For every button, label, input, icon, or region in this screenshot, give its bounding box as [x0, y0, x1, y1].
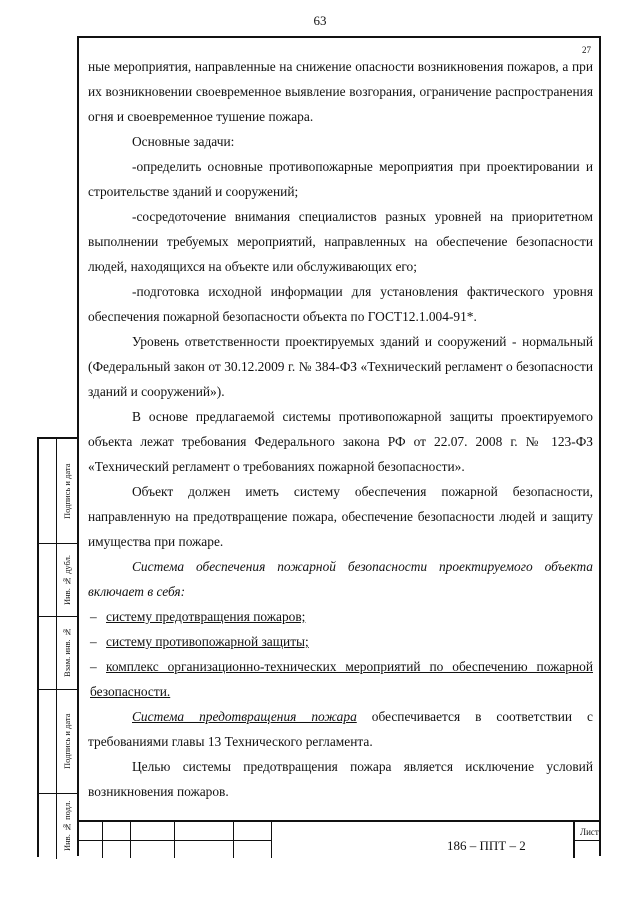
margin-label-replacement-inventory: Взам. инв. №	[62, 627, 72, 678]
paragraph-goal: Целью системы предотвращения пожара является исключение условий возникновения пожаров.	[88, 759, 593, 799]
list-item	[88, 629, 593, 654]
paragraph-task-3: -подготовка исходной информации для установления фактического уровня обеспечения пожарной безопасности объекта по ГОСТ12.1.004-91*.	[88, 284, 593, 324]
list-item	[88, 654, 593, 704]
list-dash: –	[90, 634, 97, 649]
prevention-term: Система предотвращения пожара	[132, 709, 357, 724]
stamp-document-code: 186 – ППТ – 2	[447, 838, 526, 853]
margin-label-signature-date-2: Подпись и дата	[62, 713, 72, 769]
paragraph-object-system: Объект должен иметь систему обеспечения пожарной безопасности, направленную на предотвращение пожара, обеспечение безопасности людей и защиту имущества при пожаре.	[88, 484, 593, 549]
paragraph-prevention	[88, 704, 593, 754]
margin-table	[37, 437, 77, 857]
margin-label-signature-date: Подпись и дата	[62, 463, 72, 519]
margin-label-original-inventory: Инв. № подл.	[62, 800, 72, 852]
stamp-column-line	[271, 822, 272, 858]
margin-label-dup-inventory: Инв. № дубл.	[62, 554, 72, 605]
paragraph-task-1: -определить основные противопожарные мероприятия при проектировании и строительстве зданий и сооружений;	[88, 159, 593, 199]
list-item-text: систему предотвращения пожаров;	[106, 609, 306, 624]
list-item	[88, 604, 593, 629]
list-item-text: систему противопожарной защиты;	[106, 634, 309, 649]
document-body	[88, 54, 593, 804]
paragraph-tasks-heading: Основные задачи:	[132, 134, 235, 149]
document-frame	[77, 36, 601, 856]
paragraph-basis: В основе предлагаемой системы противопожарной защиты проектируемого объекта лежат требования Федерального закона РФ от 22.07. 2008 г. № 123-ФЗ «Технический регламент о требованиях пожарной безопасности».	[88, 409, 593, 474]
stamp-sheet-label: Лист	[580, 827, 599, 837]
sheet-inner-number: 27	[582, 45, 591, 55]
title-block-stamp	[77, 820, 601, 856]
page-number: 63	[313, 13, 327, 28]
list-dash: –	[90, 609, 97, 624]
paragraph-1: ные мероприятия, направленные на снижение опасности возникновения пожаров, а при их возникновении своевременное выявление возгорания, ограничение распространения огня и своевременное тушение пожара.	[88, 59, 593, 124]
margin-column-divider	[56, 439, 57, 859]
stamp-row-line	[77, 840, 271, 841]
list-dash: –	[90, 659, 97, 674]
paragraph-task-2: -сосредоточение внимания специалистов разных уровней на приоритетном выполнении требуемых мероприятий, направленных на обеспечение безопасности людей, находящихся на объекте или обслуживающих его;	[88, 209, 593, 274]
list-item-text: комплекс организационно-технических мероприятий по обеспечению пожарной безопасности.	[90, 659, 593, 699]
paragraph-system-includes: Система обеспечения пожарной безопасности проектируемого объекта включает в себя:	[88, 559, 593, 599]
prevention-text: обеспечивается в соответствии с требованиями главы 13 Технического регламента.	[88, 709, 593, 749]
paragraph-responsibility: Уровень ответственности проектируемых зданий и сооружений - нормальный (Федеральный закон от 30.12.2009 г. № 384-ФЗ «Технический регламент о безопасности зданий и сооружений»).	[88, 334, 593, 399]
